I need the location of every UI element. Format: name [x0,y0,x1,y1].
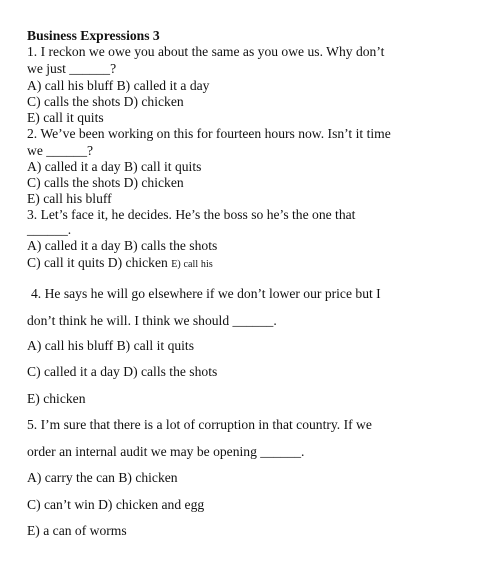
q1-text-line1: 1. I reckon we owe you about the same as you owe us. Why don’t [27,44,385,59]
q5-text-line1: 5. I’m sure that there is a lot of corruption in that country. If we [27,417,372,432]
q3-options-ab: A) called it a day B) calls the shots [27,238,218,253]
q3-text-line2: ______. [27,222,72,237]
q1-option-e: E) call it quits [27,110,104,125]
q5-text-line2: order an internal audit we may be opening ______. [27,444,305,459]
q3-options-cd-text: C) call it quits D) chicken [27,255,168,270]
q1-options-cd: C) calls the shots D) chicken [27,94,184,109]
q1-options-ab: A) call his bluff B) called it a day [27,78,210,93]
q1-text-line2: we just ______? [27,61,117,76]
worksheet-title: Business Expressions 3 [27,28,160,43]
q4-text-line1: 4. He says he will go elsewhere if we don’t lower our price but I [31,286,381,301]
q5-options-ab: A) carry the can B) chicken [27,470,178,485]
q4-text-line2: don’t think he will. I think we should ______. [27,313,277,328]
q2-option-e: E) call his bluff [27,191,112,206]
q4-options-ab: A) call his bluff B) call it quits [27,338,195,353]
q5-options-cd: C) can’t win D) chicken and egg [27,497,205,512]
q2-text-line1: 2. We’ve been working on this for fourteen hours now. Isn’t it time [27,126,391,141]
q2-text-line2: we ______? [27,143,94,158]
q4-options-cd: C) called it a day D) calls the shots [27,364,218,379]
q2-options-ab: A) called it a day B) call it quits [27,159,202,174]
q3-text-line1: 3. Let’s face it, he decides. He’s the boss so he’s the one that [27,207,356,222]
q5-option-e: E) a can of worms [27,523,127,538]
q2-options-cd: C) calls the shots D) chicken [27,175,184,190]
q4-option-e: E) chicken [27,391,86,406]
q3-option-e: E) call his [171,259,213,270]
q3-options-cd [27,255,213,273]
